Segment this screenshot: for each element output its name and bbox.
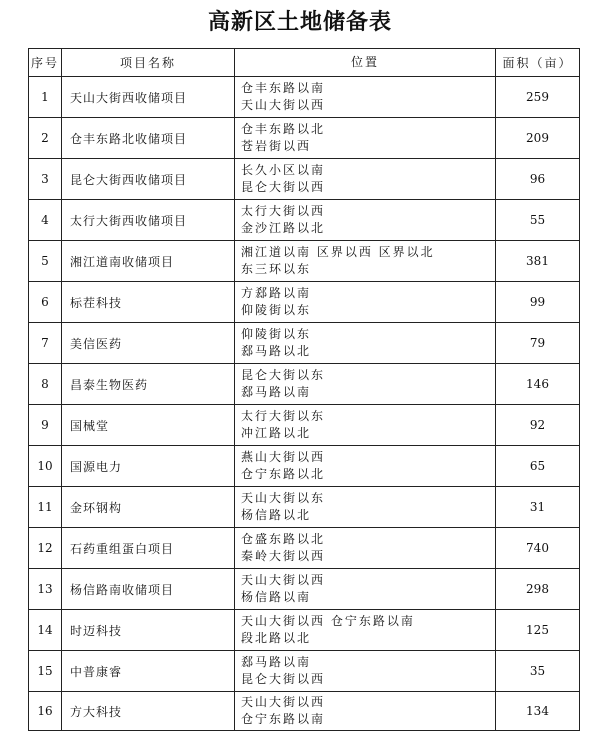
location-line: 冲江路以北 <box>241 426 312 440</box>
row-no: 3 <box>29 159 62 200</box>
row-area: 99 <box>496 282 580 323</box>
table-header-row <box>29 49 580 77</box>
row-project-name: 标茬科技 <box>62 282 235 323</box>
row-location <box>235 159 496 200</box>
location-line: 昆仑大街以西 <box>241 672 326 686</box>
row-no: 10 <box>29 446 62 487</box>
row-project-name: 天山大街西收储项目 <box>62 77 235 118</box>
row-area: 96 <box>496 159 580 200</box>
table-row <box>29 159 580 200</box>
row-no: 1 <box>29 77 62 118</box>
row-project-name: 美信医药 <box>62 323 235 364</box>
row-area: 65 <box>496 446 580 487</box>
location-line: 仰陵街以东 <box>241 327 312 341</box>
row-location <box>235 487 496 528</box>
row-no: 4 <box>29 200 62 241</box>
location-line: 天山大街以西 <box>241 573 326 587</box>
row-location <box>235 569 496 610</box>
row-area: 209 <box>496 118 580 159</box>
row-no: 6 <box>29 282 62 323</box>
row-project-name: 昌泰生物医药 <box>62 364 235 405</box>
table-row <box>29 405 580 446</box>
row-location <box>235 323 496 364</box>
row-area: 35 <box>496 651 580 692</box>
land-reserve-table <box>28 48 580 731</box>
table-row <box>29 487 580 528</box>
row-area: 79 <box>496 323 580 364</box>
header-area: 面积（亩） <box>496 49 580 77</box>
row-location <box>235 241 496 282</box>
location-line: 杨信路以北 <box>241 508 312 522</box>
table-row <box>29 282 580 323</box>
table-row <box>29 446 580 487</box>
row-no: 12 <box>29 528 62 569</box>
row-no: 7 <box>29 323 62 364</box>
location-line: 天山大街以西 仓宁东路以南 <box>241 614 415 628</box>
location-line: 仰陵街以东 <box>241 303 312 317</box>
location-line: 燕山大街以西 <box>241 450 326 464</box>
table-body <box>29 77 580 731</box>
location-line: 仓丰东路以北 <box>241 122 326 136</box>
row-no: 15 <box>29 651 62 692</box>
row-area: 259 <box>496 77 580 118</box>
row-no: 16 <box>29 692 62 731</box>
location-line: 太行大街以东 <box>241 409 326 423</box>
table-row <box>29 651 580 692</box>
location-line: 东三环以东 <box>241 262 312 276</box>
location-line: 天山大街以东 <box>241 491 326 505</box>
location-line: 仓宁东路以南 <box>241 712 326 726</box>
page-title: 高新区土地储备表 <box>207 9 392 35</box>
row-location <box>235 405 496 446</box>
row-area: 92 <box>496 405 580 446</box>
location-line: 苍岩街以西 <box>241 139 312 153</box>
row-area: 134 <box>496 692 580 731</box>
row-area: 125 <box>496 610 580 651</box>
row-location <box>235 610 496 651</box>
table-row <box>29 118 580 159</box>
location-line: 昆仑大街以西 <box>241 180 326 194</box>
header-name: 项目名称 <box>62 49 235 77</box>
row-project-name: 方大科技 <box>62 692 235 731</box>
location-line: 仓盛东路以北 <box>241 532 326 546</box>
table-row <box>29 569 580 610</box>
row-project-name: 中普康睿 <box>62 651 235 692</box>
location-line: 段北路以北 <box>241 631 312 645</box>
row-location <box>235 77 496 118</box>
row-location <box>235 528 496 569</box>
table-row <box>29 323 580 364</box>
table-row <box>29 364 580 405</box>
location-line: 郄马路以北 <box>241 344 312 358</box>
table-row <box>29 528 580 569</box>
location-line: 郄马路以南 <box>241 385 312 399</box>
table-row <box>29 77 580 118</box>
row-project-name: 时迈科技 <box>62 610 235 651</box>
row-location <box>235 692 496 731</box>
row-no: 13 <box>29 569 62 610</box>
row-project-name: 石药重组蛋白项目 <box>62 528 235 569</box>
row-location <box>235 282 496 323</box>
row-project-name: 湘江道南收储项目 <box>62 241 235 282</box>
row-area: 381 <box>496 241 580 282</box>
location-line: 天山大街以西 <box>241 695 326 709</box>
row-location <box>235 364 496 405</box>
header-no: 序号 <box>29 49 62 77</box>
row-no: 9 <box>29 405 62 446</box>
row-location <box>235 651 496 692</box>
row-area: 31 <box>496 487 580 528</box>
header-location: 位置 <box>235 49 496 77</box>
table-row <box>29 241 580 282</box>
location-line: 湘江道以南 区界以西 区界以北 <box>241 245 435 259</box>
row-no: 2 <box>29 118 62 159</box>
location-line: 长久小区以南 <box>241 163 326 177</box>
row-project-name: 国械堂 <box>62 405 235 446</box>
row-project-name: 昆仑大街西收储项目 <box>62 159 235 200</box>
row-project-name: 仓丰东路北收储项目 <box>62 118 235 159</box>
location-line: 仓宁东路以北 <box>241 467 326 481</box>
location-line: 方郄路以南 <box>241 286 312 300</box>
location-line: 秦岭大街以西 <box>241 549 326 563</box>
row-no: 5 <box>29 241 62 282</box>
row-project-name: 金环钢构 <box>62 487 235 528</box>
row-location <box>235 446 496 487</box>
row-area: 146 <box>496 364 580 405</box>
location-line: 郄马路以南 <box>241 655 312 669</box>
row-location <box>235 118 496 159</box>
table-row <box>29 200 580 241</box>
row-project-name: 太行大街西收储项目 <box>62 200 235 241</box>
row-location <box>235 200 496 241</box>
location-line: 太行大街以西 <box>241 204 326 218</box>
location-line: 仓丰东路以南 <box>241 81 326 95</box>
row-project-name: 杨信路南收储项目 <box>62 569 235 610</box>
row-no: 11 <box>29 487 62 528</box>
location-line: 天山大街以西 <box>241 98 326 112</box>
location-line: 金沙江路以北 <box>241 221 326 235</box>
location-line: 昆仑大街以东 <box>241 368 326 382</box>
row-area: 740 <box>496 528 580 569</box>
table-row <box>29 610 580 651</box>
row-area: 55 <box>496 200 580 241</box>
location-line: 杨信路以南 <box>241 590 312 604</box>
row-area: 298 <box>496 569 580 610</box>
table-row <box>29 692 580 731</box>
row-no: 8 <box>29 364 62 405</box>
row-no: 14 <box>29 610 62 651</box>
row-project-name: 国源电力 <box>62 446 235 487</box>
